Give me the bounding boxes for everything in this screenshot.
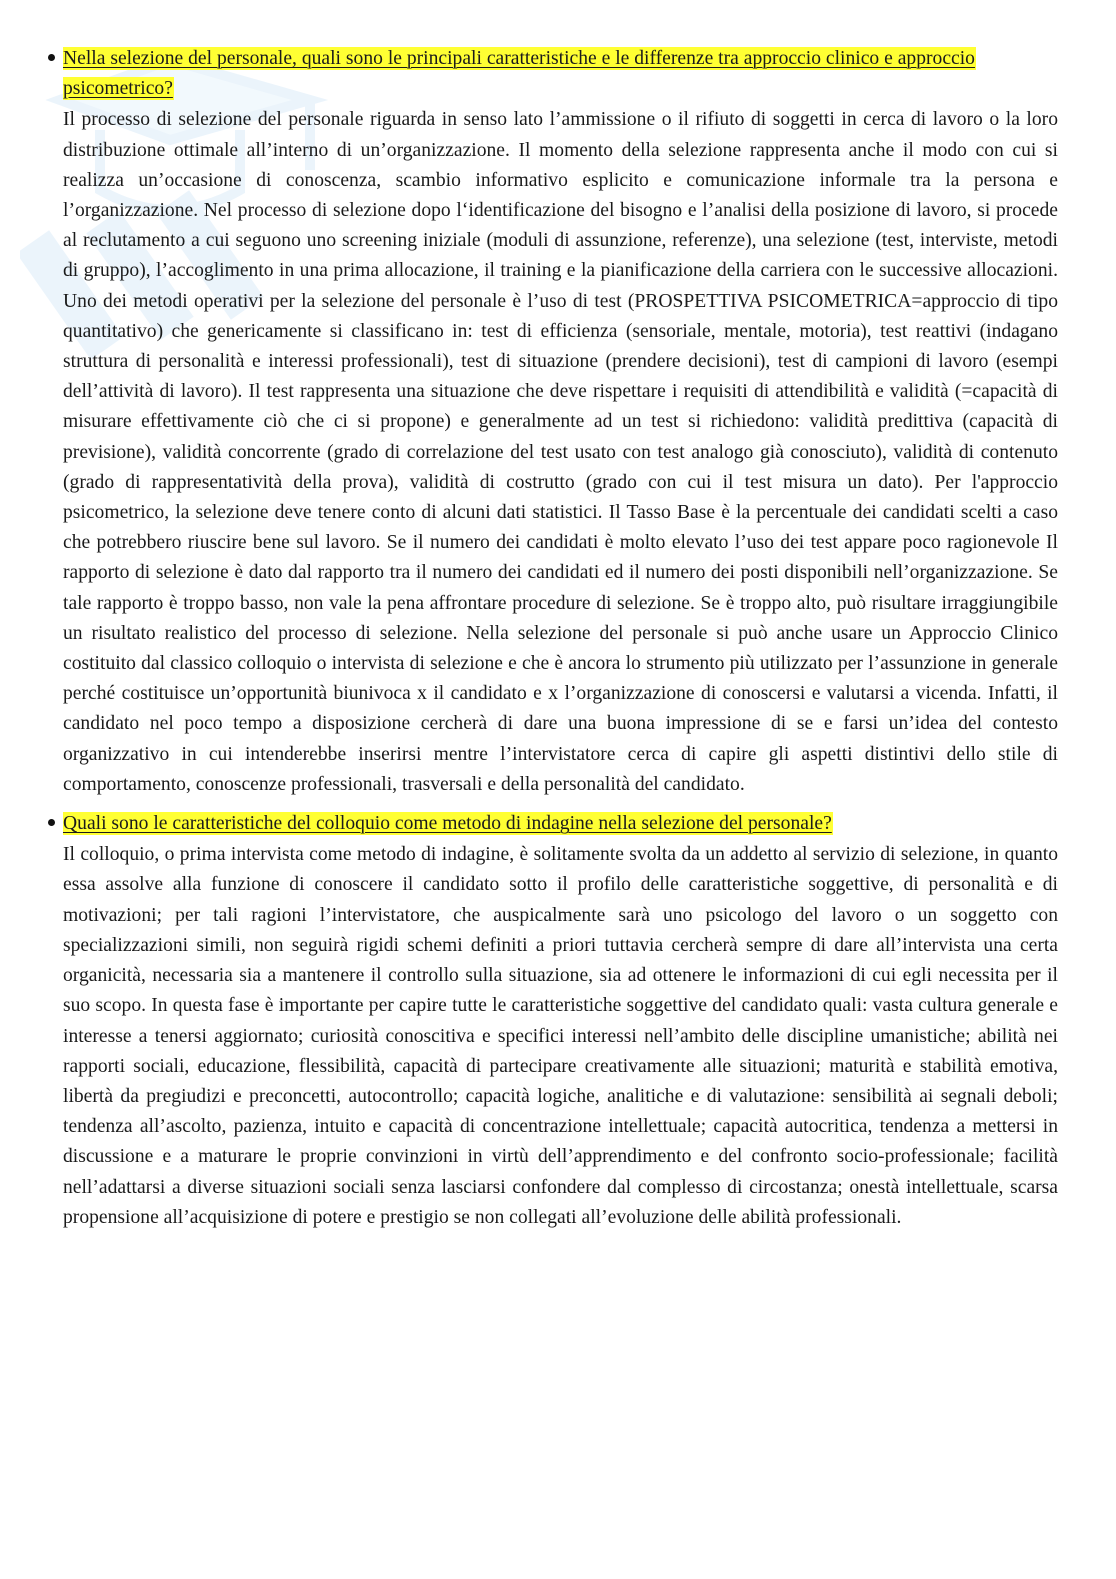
question-1: [50, 44, 1058, 104]
bullet-icon: [50, 809, 63, 839]
bullet-icon: [50, 44, 63, 74]
answer-1: Il processo di selezione del personale riguarda in senso lato l’ammissione o il rifiuto di soggetti in cerca di lavoro o la loro distribuzione ottimale all’interno di un’organizzazione. Il momento della selezione rappresenta anche il modo con cui si realizza un’occasione di conoscenza, scambio informativo esplicito e comunicazione informale tra la persona e l’organizzazione. Nel processo di selezione dopo l‘identificazione del bisogno e l’analisi della posizione di lavoro, si procede al reclutamento a cui seguono uno screening iniziale (moduli di assunzione, referenze), una selezione (test, interviste, metodi di gruppo), l’accoglimento in una prima allocazione, il training e la pianificazione della carriera con le successive allocazioni. Uno dei metodi operativi per la selezione del personale è l’uso di test (PROSPETTIVA PSICOMETRICA=approccio di tipo quantitativo) che genericamente si classificano in: test di efficienza (sensoriale, mentale, motoria), test reattivi (indagano struttura di personalità e interessi professionali), test di situazione (prendere decisioni), test di campioni di lavoro (esempi dell’attività di lavoro). Il test rappresenta una situazione che deve rispettare i requisiti di attendibilità e validità (=capacità di misurare effettivamente ciò che ci si propone) e generalmente ad un test si richiedono: validità predittiva (capacità di previsione), validità concorrente (grado di correlazione del test usato con test analogo già conosciuto), validità di contenuto (grado di rappresentatività della prova), validità di costrutto (grado con cui il test misura un dato). Per l'approccio psicometrico, la selezione deve tenere conto di alcuni dati statistici. Il Tasso Base è la percentuale dei candidati scelti a caso che potrebbero riuscire bene sul lavoro. Se il numero dei candidati è molto elevato l’uso dei test appare poco ragionevole Il rapporto di selezione è dato dal rapporto tra il numero dei candidati ed il numero dei posti disponibili nell’organizzazione. Se tale rapporto è troppo basso, non vale la pena affrontare procedure di selezione. Se è troppo alto, può risultare irraggiungibile un risultato realistico del processo di selezione. Nella selezione del personale si può anche usare un Approccio Clinico costituito dal classico colloquio o intervista di selezione e che è ancora lo strumento più utilizzato per l’assunzione in generale perché costituisce un’opportunità biunivoca x il candidato e x l’organizzazione di conoscersi e valutarsi a vicenda. Infatti, il candidato nel poco tempo a disposizione cercherà di dare una buona impressione di se e farsi un’idea del contesto organizzativo in cui intenderebbe inserirsi mentre l’intervistatore cerca di capire gli aspetti distintivi dello stile di comportamento, conoscenze professionali, trasversali e della personalità del candidato.: [63, 109, 1058, 795]
question-2-text: Quali sono le caratteristiche del colloquio come metodo di indagine nella selezione del personale?: [63, 813, 832, 835]
answer-2: Il colloquio, o prima intervista come metodo di indagine, è solitamente svolta da un addetto al servizio di selezione, in quanto essa assolve alla funzione di conoscere il candidato sotto il profilo delle caratteristiche soggettive, di personalità e di motivazioni; per tali ragioni l’intervistatore, che auspicalmente sarà uno psicologo del lavoro o un soggetto con specializzazioni simili, non seguirà rigidi schemi definiti a priori tuttavia cercherà sempre di dare all’intervista una certa organicità, necessaria sia a mantenere il controllo sulla situazione, sia ad ottenere le informazioni di cui egli necessita per il suo scopo. In questa fase è importante per capire tutte le caratteristiche soggettive del candidato quali: vasta cultura generale e interesse a tenersi aggiornato; curiosità conoscitiva e specifici interessi nell’ambito delle discipline umanistiche; abilità nei rapporti sociali, educazione, flessibilità, capacità di partecipare creativamente alle situazioni; maturità e stabilità emotiva, libertà da pregiudizi e preconcetti, autocontrollo; capacità logiche, analitiche e di valutazione: sensibilità ai segnali deboli; tendenza all’ascolto, pazienza, intuito e capacità di concentrazione intellettuale; capacità autocritica, tendenza a mettersi in discussione e a maturare le proprie convinzioni in virtù dell’apprendimento e del confronto socio-professionale; facilità nell’adattarsi a diverse situazioni sociali senza lasciarsi confondere dal complesso di circostanza; onestà intellettuale, scarsa propensione all’acquisizione di potere e prestigio se non collegati all’evoluzione delle abilità professionali.: [63, 844, 1058, 1228]
document-content: [50, 44, 1058, 1233]
question-1-text: Nella selezione del personale, quali sono le principali caratteristiche e le differenze tra approccio clinico e approccio psicometrico?: [63, 48, 975, 100]
question-2: [50, 809, 1058, 839]
